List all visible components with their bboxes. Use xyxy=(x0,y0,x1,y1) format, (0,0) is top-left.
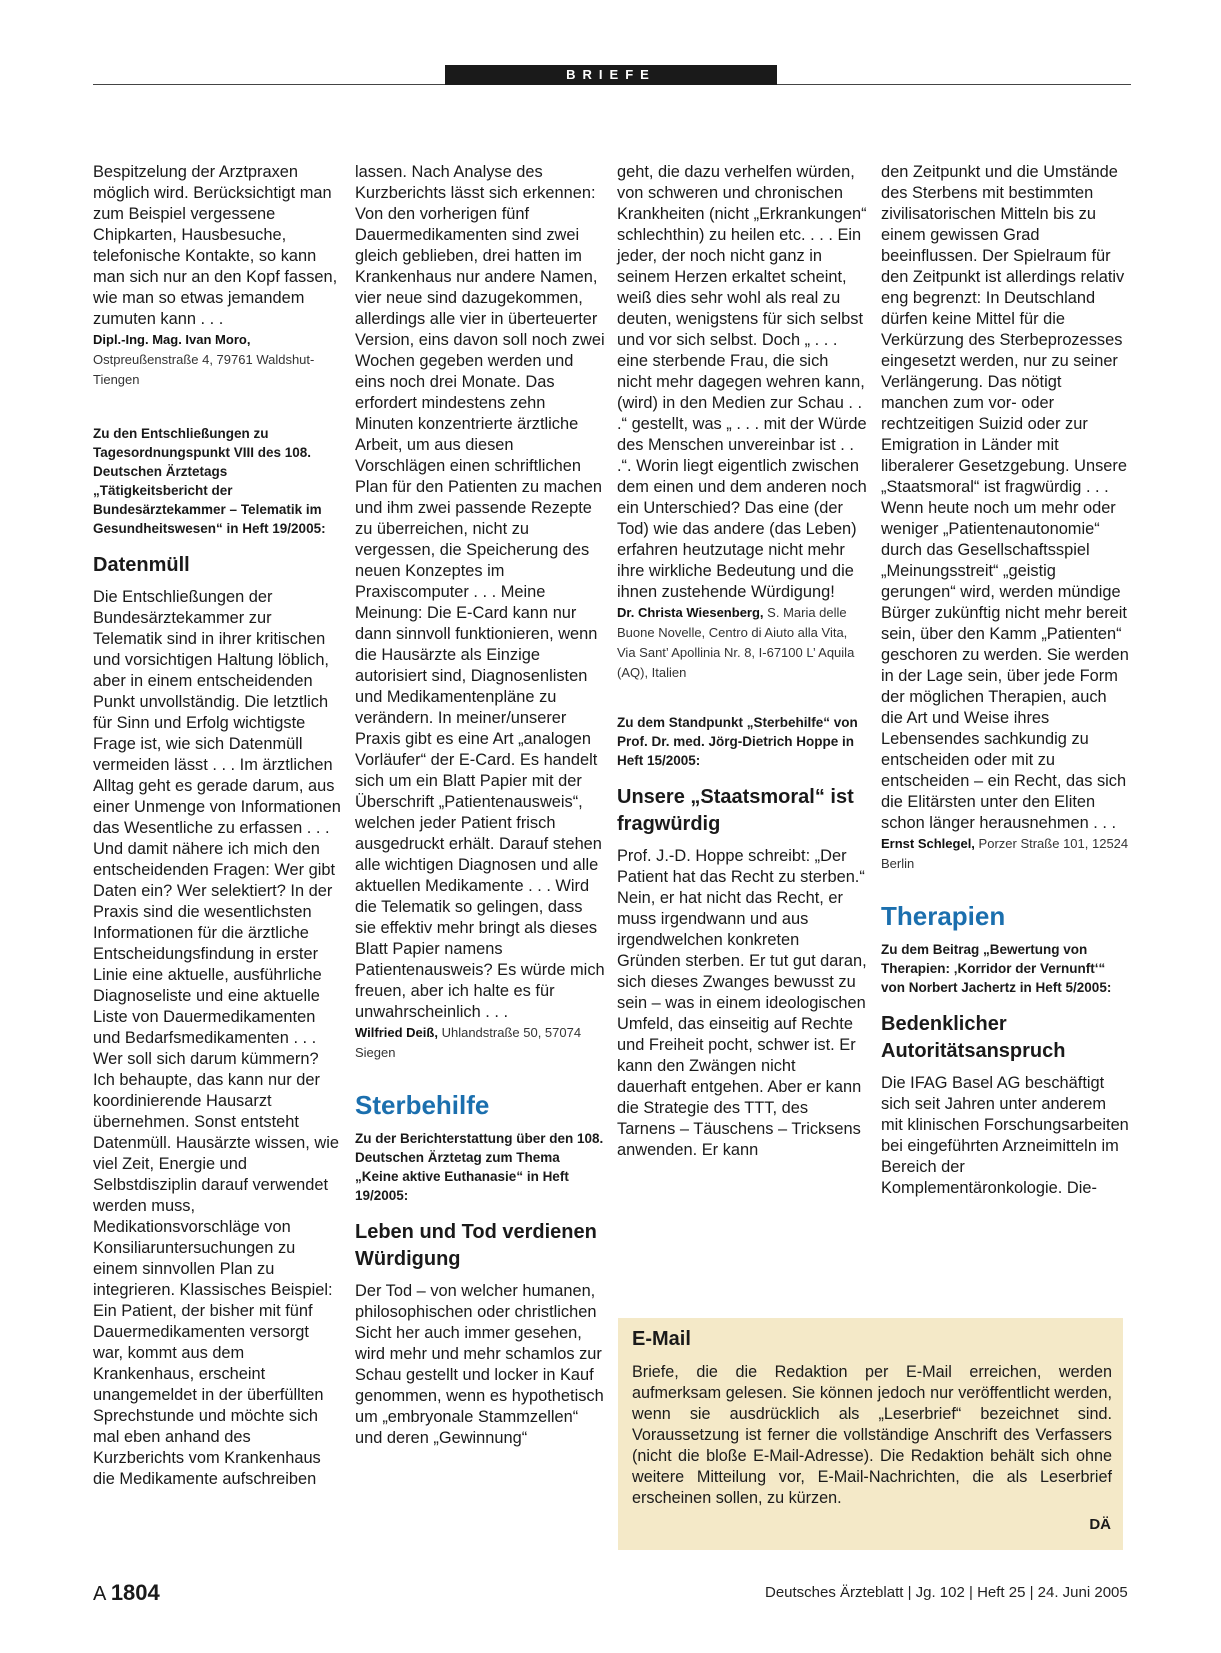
reference-note: Zu dem Standpunkt „Sterbehilfe“ von Prof. Dr. med. Jörg-Dietrich Hoppe in Heft 15/2005: xyxy=(617,715,858,768)
letter-text: Die Entschließungen der Bundesärztekammer zur Telematik sind in ihrer kritischen und vorsichtigen Haltung löblich, aber in einem entscheidenden Punkt unvollständig. Die letztlich für Sinn und Erfolg wichtigste Frage ist, wie sich Datenmüll vermeiden lässt . . . Im ärztlichen Alltag geht es gerade darum, aus einer Unmenge von Informationen das Wesentliche zu erfassen . . . Und damit nähere ich mich den entscheidenden Fragen: Wer gibt Daten ein? Wer selektiert? In der Praxis sind die wesentlichsten Informationen für die ärztliche Entscheidungsfindung in erster Linie eine aktuelle, ausführliche Diagnoseliste und eine aktuelle Liste von Dauermedikamenten und Bedarfsmedikamenten . . . Wer soll sich darum kümmern? Ich behaupte, das kann nur der koordinierende Hausarzt übernehmen. Sonst entsteht Datenmüll. Hausärzte wissen, wie viel Zeit, Energie und Selbstdisziplin darauf verwendet werden muss, Medikationsvorschläge von Konsiliaruntersuchungen zu einem sinnvollen Plan zu integrieren. Klassisches Beispiel: Ein Patient, der bisher mit fünf Dauermedikamenten versorgt war, kommt aus dem Krankenhaus, erscheint unangemeldet in der überfüllten Sprechstunde und möchte sich mal eben anhand des Kurzberichts vom Krankenhaus die Medikamente aufschreiben xyxy=(93,588,341,1488)
letter-signature: Wilfried Deiß, Uhlandstraße 50, 57074 Siegen xyxy=(355,1025,582,1060)
letter-text: Prof. J.-D. Hoppe schreibt: „Der Patient hat das Recht zu sterben.“ Nein, er hat nicht das Recht, er muss irgendwann und aus irgendwelchen konkreten Gründen sterben. Er tut gut daran, sich dieses Zwanges bewusst zu sein – was in einem ideologischen Umfeld, das einseitig auf Rechte und Freiheit pocht, schwer ist. Er kann den Zwängen nicht dauerhaft entgehen. Aber er kann die Strategie des TTT, des Tarnens – Täuschens – Tricksens anwenden. Er kann xyxy=(617,847,867,1159)
column-2 xyxy=(355,162,605,1449)
journal-info: Deutsches Ärzteblatt | Jg. 102 | Heft 25 | 24. Juni 2005 xyxy=(765,1584,1128,1601)
email-box-signature: DÄ xyxy=(1089,1516,1111,1533)
letter-text: lassen. Nach Analyse des Kurzberichts lässt sich erkennen: Von den vorherigen fünf Dauermedikamenten sind zwei gleich geblieben, drei hatten im Krankenhaus nur andere Namen, vier neue sind dazugekommen, allerdings alle vier in überteuerter Version, eins davon soll noch zwei Wochen gegeben werden und eins noch drei Monate. Das erfordert mindestens zehn Minuten konzentrierte ärztliche Arbeit, um aus diesen Vorschlägen einen schriftlichen Plan für den Patienten zu machen und ihm zwei passende Rezepte zu überreichen, nicht zu vergessen, die Speicherung des neuen Konzeptes im Praxiscomputer . . . Meine Meinung: Die E-Card kann nur dann sinnvoll funktionieren, wenn die Hausärzte als Einzige autorisiert sind, Diagnosenlisten und Medikamentenpläne zu verändern. In meiner/unserer Praxis gibt es eine Art „analogen Vorläufer“ der E-Card. Es handelt sich um ein Blatt Papier mit der Überschrift „Patientenausweis“, welchen jeder Patient frisch ausgedruckt erhält. Darauf stehen alle wichtigen Diagnosen und alle aktuellen Medikamente . . . Wird die Telematik so gelingen, dass sie effektiv mehr bringt als dieses Blatt Papier namens Patientenausweis? Es würde mich freuen, aber ich halte es für unwahrscheinlich . . . xyxy=(355,163,605,1021)
column-1 xyxy=(93,162,343,1490)
email-info-box xyxy=(618,1318,1123,1550)
letter-signature: Dr. Christa Wiesenberg, S. Maria delle Buone Novelle, Centro di Aiuto alla Vita, Via Sant’ Apollinia Nr. 8, I-67100 L’ Aquila (AQ), Italien xyxy=(617,605,855,680)
reference-note: Zu der Berichterstattung über den 108. Deutschen Ärztetag zum Thema „Keine aktive Euthanasie“ in Heft 19/2005: xyxy=(355,1131,604,1203)
email-box-text: Briefe, die die Redaktion per E-Mail erreichen, werden aufmerksam gelesen. Sie können jedoch nur veröffentlicht werden, wenn sie ausdrücklich als „Leserbrief“ bezeichnet sind. Voraussetzung ist ferner die vollständige Anschrift des Verfassers (nicht die bloße E-Mail-Adresse). Die Redaktion behält sich ohne weitere Mitteilung vor, E-Mail-Nachrichten, die als Leserbrief erscheinen sollen, zu kürzen. xyxy=(632,1363,1112,1507)
article-title: Unsere „Staatsmoral“ ist fragwürdig xyxy=(617,786,854,835)
section-title: Therapien xyxy=(881,901,1006,931)
reference-note: Zu dem Beitrag „Bewertung von Therapien: ‚Korridor der Vernunft‘“ von Norbert Jachertz in Heft 5/2005: xyxy=(881,942,1112,995)
letter-signature: Dipl.-Ing. Mag. Ivan Moro, Ostpreußenstraße 4, 79761 Waldshut-Tiengen xyxy=(93,332,315,387)
letter-text: Die IFAG Basel AG beschäftigt sich seit Jahren unter anderem mit klinischen Forschungsarbeiten bei eingeführten Arzneimitteln im Bereich der Komplementäronkologie. Die- xyxy=(881,1074,1129,1197)
letter-text: den Zeitpunkt und die Umstände des Sterbens mit bestimmten zivilisatorischen Mitteln bis zu einem gewissen Grad beeinflussen. Der Spielraum für den Zeitpunkt ist allerdings relativ eng begrenzt: In Deutschland dürfen keine Mittel für die Verkürzung des Sterbeprozesses eingesetzt werden, nur zu seiner Verlängerung. Das nötigt manchen zum vor- oder rechtzeitigen Suizid oder zur Emigration in Länder mit liberalerer Gesetzgebung. Unsere „Staatsmoral“ ist fragwürdig . . . Wenn heute noch um mehr oder weniger „Patientenautonomie“ durch das Gesellschaftsspiel „Meinungsstreit“ „geistig gerungen“ wird, werden mündige Bürger zukünftig nicht mehr bereit sein, über den Kamm „Patienten“ geschoren zu werden. Sie werden in der Lage sein, über jede Form der möglichen Therapien, auch die Art und Weise ihres Lebensendes sachkundig zu entscheiden oder mit zu entscheiden – ein Recht, das sich die Elitärsten unter den Eliten schon länger herausnehmen . . . xyxy=(881,163,1129,832)
email-box-title: E-Mail xyxy=(632,1328,691,1350)
letter-text: Der Tod – von welcher humanen, philosophischen oder christlichen Sicht her auch immer gesehen, wird mehr und mehr schamlos zur Schau gestellt und locker in Kauf genommen, wenn es hypothetisch um „embryonale Stammzellen“ und deren „Gewinnung“ xyxy=(355,1282,604,1447)
section-title: Sterbehilfe xyxy=(355,1090,490,1120)
article-title: Datenmüll xyxy=(93,554,190,576)
letter-signature: Ernst Schlegel, Porzer Straße 101, 12524 Berlin xyxy=(881,836,1129,871)
reference-note: Zu den Entschließungen zu Tagesordnungspunkt VIII des 108. Deutschen Ärztetags „Tätigkeitsbericht der Bundesärztekammer – Telematik im Gesundheitswesen“ in Heft 19/2005: xyxy=(93,426,326,536)
letter-text: Bespitzelung der Arztpraxen möglich wird. Berücksichtigt man zum Beispiel vergessene Chipkarten, Hausbesuche, telefonische Kontakte, so kann man sich nur an den Kopf fassen, wie man so etwas jemandem zumuten kann . . . xyxy=(93,163,338,328)
article-title: Leben und Tod verdienen Würdigung xyxy=(355,1221,597,1270)
article-title: Bedenklicher Autoritätsanspruch xyxy=(881,1013,1066,1062)
page-number: A 1804 xyxy=(93,1580,160,1605)
column-4 xyxy=(881,162,1131,1199)
column-3 xyxy=(617,162,867,1161)
section-header: BRIEFE xyxy=(445,65,777,85)
letter-text: geht, die dazu verhelfen würden, von schweren und chronischen Krankheiten (nicht „Erkrankungen“ schlechthin) zu heilen etc. . . . Ein jeder, der noch nicht ganz in seinem Herzen erkaltet scheint, weiß dies sehr wohl als real zu deuten, wenigstens für sich selbst und vor sich selbst. Doch „ . . . eine sterbende Frau, die sich nicht mehr dagegen wehren kann, (wird) in den Medien zur Schau . . .“ gestellt, was „ . . . mit der Würde des Menschen unvereinbar ist . . .“. Worin liegt eigentlich zwischen dem einen und dem anderen noch ein Unterschied? Das eine (der Tod) wie das andere (das Leben) erfahren heutzutage nicht mehr ihre wirkliche Bedeutung und die ihnen zustehende Würdigung! xyxy=(617,163,867,601)
